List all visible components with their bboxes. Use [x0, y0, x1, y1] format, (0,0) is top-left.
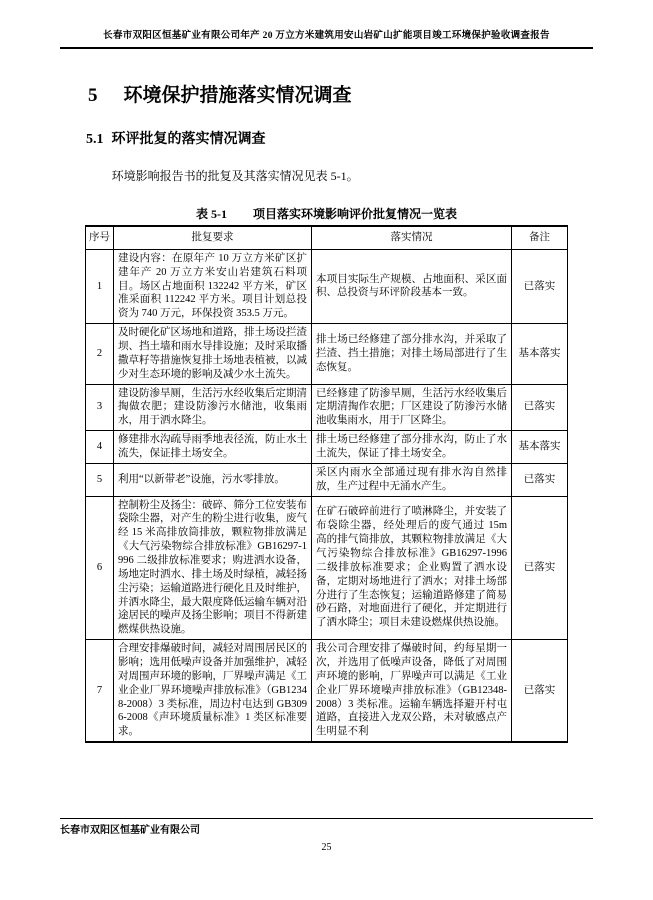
section-title: 环评批复的落实情况调查: [111, 132, 266, 148]
column-header-implementation: 落实情况: [312, 226, 512, 249]
row-implementation-status: 排土场已经修建了部分排水沟，防止了水土流失，保证了排土场安全。: [312, 431, 512, 464]
row-implementation-status: 排土场已经修建了部分排水沟，并采取了拦渣、挡土措施；对排土场局部进行了生态恢复。: [312, 324, 512, 384]
table-row: [86, 463, 568, 496]
row-implementation-status: 在矿石破碎前进行了喷淋降尘，并安装了布袋除尘器，经处理后的废气通过 15m 高的排气筒排放，其颗粒物排放满足《大气污染物综合排放标准》GB16297-1996 二级排放标准要求；企业购置了洒水设备，定期对场地进行了洒水；对排土场部分进行了生态恢复；运输道路修建了简易砂石路，对地面进行了硬化，并定期进行了洒水降尘；项目未建设燃煤供热设施。: [312, 496, 512, 640]
footer-company-name: 长春市双阳区恒基矿业有限公司: [60, 825, 200, 836]
row-approval-requirement: 建设内容：在原年产 10 万立方米矿区扩建年产 20 万立方米安山岩建筑石料项目。场区占地面积 132242 平方米，矿区准采面积 112242 平方米。项目计划总投资为 740 万元，环保投资 353.5 万元。: [114, 249, 312, 323]
row-remark: 基本落实: [512, 324, 568, 384]
table-caption-title: 项目落实环境影响评价批复情况一览表: [252, 206, 457, 221]
row-remark: 已落实: [512, 384, 568, 431]
row-serial-number: 7: [86, 640, 114, 743]
table-row: [86, 431, 568, 464]
row-implementation-status: 已经修建了防渗旱厕，生活污水经收集后定期清掏作农肥；厂区建设了防渗污水储池收集雨水，用于厂区降尘。: [312, 384, 512, 431]
row-remark: 已落实: [512, 249, 568, 323]
chapter-title: 环境保护措施落实情况调查: [123, 85, 352, 107]
page-header-text: 长春市双阳区恒基矿业有限公司年产 20 万立方米建筑用安山岩矿山扩能项目竣工环境保护验收调查报告: [103, 31, 550, 41]
row-remark: 已落实: [512, 640, 568, 743]
approval-status-table: [85, 225, 568, 743]
page-number: 25: [321, 842, 332, 853]
row-approval-requirement: 及时硬化矿区场地和道路，排土场设拦渣坝、挡土墙和雨水导排设施；及时采取播撒草籽等措施恢复排土场地表植被，以减少对生态环境的影响及减少水土流失。: [114, 324, 312, 384]
row-approval-requirement: 控制粉尘及扬尘：破碎、筛分工位安装布袋除尘器，对产生的粉尘进行收集，废气经 15 米高排放筒排放，颗粒物排放满足《大气污染物综合排放标准》GB16297-1996 二级排放标准要求；购进洒水设备，场地定时洒水、排土场及时绿植，减轻扬尘污染；运输道路进行硬化且及时维护，并洒水降尘，最大限度降低运输车辆对沿途居民的噪声及扬尘影响；项目不得新建燃煤供热设施。: [114, 496, 312, 640]
row-remark: 基本落实: [512, 431, 568, 464]
chapter-heading: [88, 85, 593, 108]
row-serial-number: 1: [86, 249, 114, 323]
table-row: [86, 384, 568, 431]
section-number: 5.1: [86, 132, 104, 148]
row-approval-requirement: 修建排水沟疏导雨季地表径流，防止水土流失，保证排土场安全。: [114, 431, 312, 464]
row-approval-requirement: 合理安排爆破时间，减轻对周围居民区的影响；选用低噪声设备并加强维护，减轻对周围声环境的影响，厂界噪声满足《工业企业厂界环境噪声排放标准》（GB12348-2008）3 类标准，周边村屯达到 GB3096-2008《声环境质量标准》1 类区标准要求。: [114, 640, 312, 743]
column-header-requirement: 批复要求: [114, 226, 312, 249]
row-approval-requirement: 利用“以新带老”设施，污水零排放。: [114, 463, 312, 496]
page-header: [60, 30, 593, 49]
section-heading: [86, 132, 593, 149]
intro-paragraph: 环境影响报告书的批复及其落实情况见表 5-1。: [111, 168, 359, 183]
row-serial-number: 4: [86, 431, 114, 464]
row-serial-number: 5: [86, 463, 114, 496]
column-header-no: 序号: [86, 226, 114, 249]
row-serial-number: 3: [86, 384, 114, 431]
row-serial-number: 2: [86, 324, 114, 384]
page-footer: [60, 818, 593, 854]
row-serial-number: 6: [86, 496, 114, 640]
row-remark: 已落实: [512, 496, 568, 640]
table-row: [86, 640, 568, 743]
row-approval-requirement: 建设防渗旱厕，生活污水经收集后定期清掏做农肥；建设防渗污水储池，收集雨水，用于洒水降尘。: [114, 384, 312, 431]
table-caption-label: 表 5-1: [195, 206, 227, 221]
table-row: [86, 249, 568, 323]
row-implementation-status: 我公司合理安排了爆破时间，约每星期一次，并选用了低噪声设备，降低了对周围声环境的影响，厂界噪声可以满足《工业企业厂界环境噪声排放标准》（GB12348-2008）3 类标准。运输车辆选择避开村屯道路，直接进入龙双公路，未对敏感点产生明显不利: [312, 640, 512, 743]
row-implementation-status: 采区内雨水全部通过现有排水沟自然排放，生产过程中无涌水产生。: [312, 463, 512, 496]
column-header-remark: 备注: [512, 226, 568, 249]
row-remark: 已落实: [512, 463, 568, 496]
table-row: [86, 324, 568, 384]
table-row: [86, 496, 568, 640]
table-header-row: [86, 226, 568, 249]
table-caption: [60, 205, 593, 222]
row-implementation-status: 本项目实际生产规模、占地面积、采区面积、总投资与环评阶段基本一致。: [312, 249, 512, 323]
chapter-number: 5: [88, 85, 98, 107]
